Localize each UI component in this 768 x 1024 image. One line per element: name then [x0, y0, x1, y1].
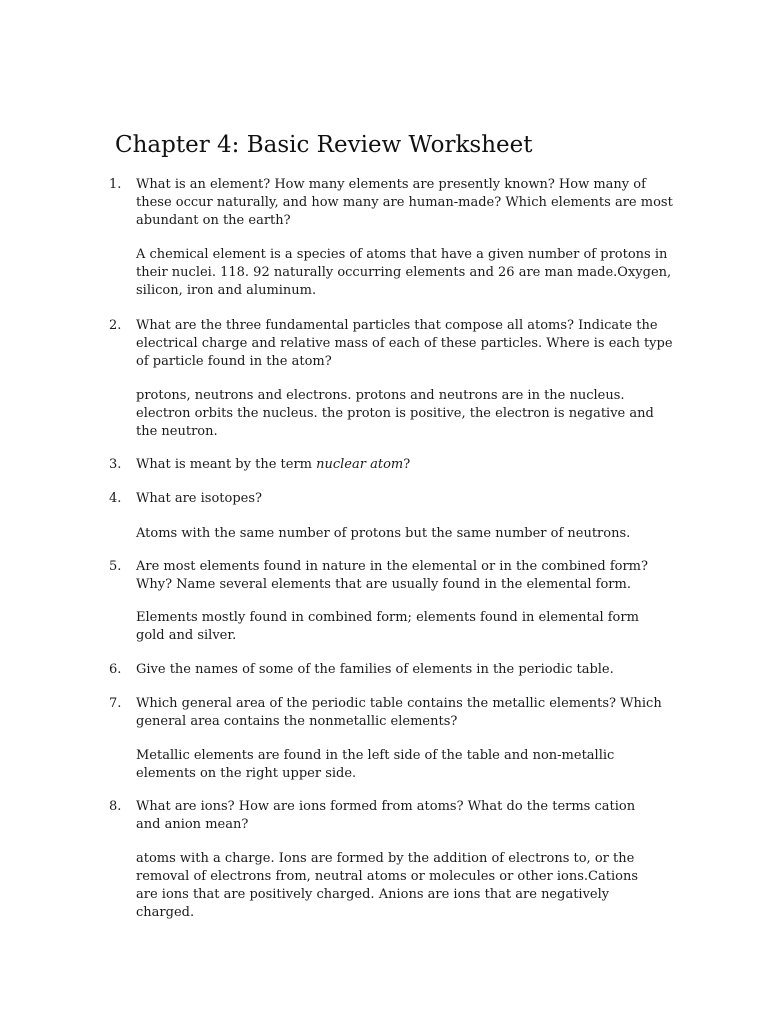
answer-4: [136, 525, 696, 543]
answer-5: [136, 609, 696, 645]
question-5: [136, 558, 696, 594]
question-3-emphasis: nuclear atom: [316, 457, 404, 472]
question-8: [136, 798, 696, 834]
question-number-2: 2.: [109, 318, 122, 333]
answer-5-line-1: Elements mostly found in combined form; elements found in elemental form: [136, 610, 639, 625]
question-5-line-1: Are most elements found in nature in the elemental or in the combined form?: [136, 559, 648, 574]
question-number-3: 3.: [109, 457, 122, 472]
answer-2-line-1: protons, neutrons and electrons. protons and neutrons are in the nucleus.: [136, 388, 625, 403]
answer-7-line-1: Metallic elements are found in the left side of the table and non-metallic: [136, 748, 615, 763]
answer-2-line-3: the neutron.: [136, 424, 218, 439]
question-7-line-2: general area contains the nonmetallic elements?: [136, 714, 458, 729]
question-7-line-1: Which general area of the periodic table contains the metallic elements? Which: [136, 696, 662, 711]
page-title: Chapter 4: Basic Review Worksheet: [115, 132, 533, 158]
answer-4-line-1: Atoms with the same number of protons but the same number of neutrons.: [136, 526, 631, 541]
question-5-line-2: Why? Name several elements that are usually found in the elemental form.: [136, 577, 631, 592]
question-1-line-3: abundant on the earth?: [136, 213, 291, 228]
answer-8: [136, 850, 696, 922]
answer-1-line-3: silicon, iron and aluminum.: [136, 283, 317, 298]
question-1: [136, 176, 696, 230]
question-6-line-1: Give the names of some of the families of elements in the periodic table.: [136, 662, 614, 677]
answer-5-line-2: gold and silver.: [136, 628, 237, 643]
question-3: [136, 456, 696, 474]
answer-8-line-2: removal of electrons from, neutral atoms or molecules or other ions.Cations: [136, 869, 639, 884]
question-4-line-1: What are isotopes?: [136, 491, 262, 506]
question-8-line-1: What are ions? How are ions formed from atoms? What do the terms cation: [136, 799, 636, 814]
question-4: [136, 490, 696, 508]
question-8-line-2: and anion mean?: [136, 817, 249, 832]
answer-1-line-1: A chemical element is a species of atoms that have a given number of protons in: [136, 247, 668, 262]
answer-1: [136, 246, 696, 300]
question-number-4: 4.: [109, 491, 122, 506]
question-number-1: 1.: [109, 177, 122, 192]
answer-2-line-2: electron orbits the nucleus. the proton is positive, the electron is negative and: [136, 406, 654, 421]
question-1-line-2: these occur naturally, and how many are human-made? Which elements are most: [136, 195, 673, 210]
answer-1-line-2: their nuclei. 118. 92 naturally occurring elements and 26 are man made.Oxygen,: [136, 265, 672, 280]
answer-8-line-3: are ions that are positively charged. Anions are ions that are negatively: [136, 887, 610, 902]
question-2: [136, 317, 696, 371]
answer-2: [136, 387, 696, 441]
question-1-line-1: What is an element? How many elements are presently known? How many of: [136, 177, 646, 192]
question-number-7: 7.: [109, 696, 122, 711]
answer-7: [136, 747, 696, 783]
question-2-line-2: electrical charge and relative mass of each of these particles. Where is each type: [136, 336, 673, 351]
question-3-prefix: What is meant by the term: [136, 457, 317, 472]
question-7: [136, 695, 696, 731]
question-number-5: 5.: [109, 559, 122, 574]
answer-8-line-1: atoms with a charge. Ions are formed by the addition of electrons to, or the: [136, 851, 635, 866]
question-3-suffix: ?: [403, 457, 411, 472]
question-2-line-1: What are the three fundamental particles that compose all atoms? Indicate the: [136, 318, 658, 333]
question-number-8: 8.: [109, 799, 122, 814]
answer-7-line-2: elements on the right upper side.: [136, 766, 357, 781]
question-number-6: 6.: [109, 662, 122, 677]
answer-8-line-4: charged.: [136, 905, 195, 920]
question-6: [136, 661, 696, 679]
question-2-line-3: of particle found in the atom?: [136, 354, 332, 369]
